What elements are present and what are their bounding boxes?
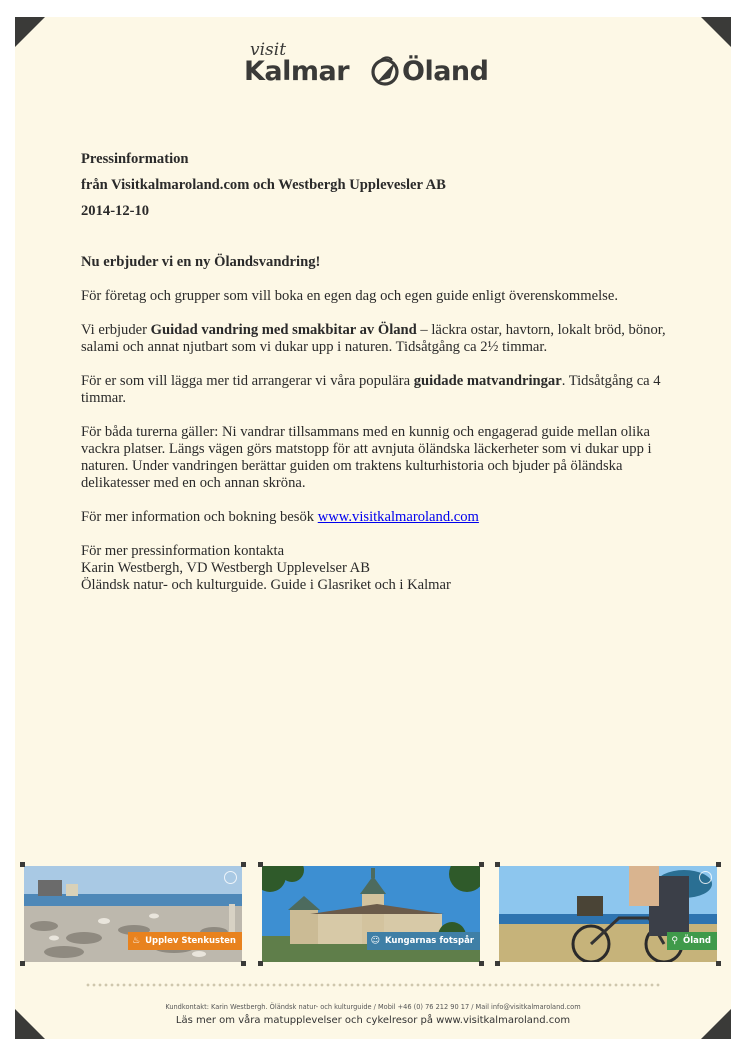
contact-name: Karin Westbergh, VD Westbergh Upplevelser AB (81, 560, 370, 576)
paragraph-1: För företag och grupper som vill boka en egen dag och egen guide enligt överenskommelse. (81, 288, 618, 304)
footer-contact: Kundkontakt: Karin Westbergh. Öländsk natur- och kulturguide / Mobil +46 (0) 76 212 90 17 / Mail info@visitkalmaroland.com (165, 1003, 581, 1011)
visit-kalmar-oland-logo (240, 40, 510, 100)
paragraph-2: Vi erbjuder Guidad vandring med smakbitar av Öland – läckra ostar, havtorn, lokalt bröd, bönor, salami och annat njutbart som vi dukar upp i naturen. Tidsåtgång ca 2½ timmar. (81, 322, 666, 355)
corner-top-left (15, 17, 45, 47)
photo-stenkusten (24, 866, 242, 962)
dotted-divider (85, 983, 661, 987)
photo-oland (499, 866, 717, 962)
paragraph-4: För båda turerna gäller: Ni vandrar tillsammans med en kunnig och engagerad guide mellan olika vackra platser. Längs vägen görs matstopp för att avnjuta öländska läckerheter som vi dukar upp i naturen. Under vandringen berättar guiden om traktens kulturhistoria och bjuder på öländska delikatesser med en och annan skröna. (81, 424, 652, 491)
footer-tagline: Läs mer om våra matupplevelser och cykelresor på www.visitkalmaroland.com (175, 1015, 571, 1026)
photo-kungarnas-fotspar (262, 866, 480, 962)
paragraph-5: För mer information och bokning besök www.visitkalmaroland.com (81, 509, 479, 525)
tag-stenkusten: ♨ Upplev Stenkusten (128, 932, 242, 950)
food-icon: ♨ (132, 936, 141, 946)
logo-kalmar-text: Kalmar (244, 56, 350, 87)
brand-badge-icon (224, 871, 237, 884)
contact-intro: För mer pressinformation kontakta (81, 543, 285, 559)
press-release-body (81, 151, 671, 594)
header-date: 2014-12-10 (81, 203, 150, 219)
photo-strip (24, 866, 724, 966)
paragraph-3: För er som vill lägga mer tid arrangerar vi våra populära guidade matvandringar. Tidsåtgång ca 4 timmar. (81, 373, 661, 406)
tag-oland: ⚲ Öland (667, 932, 717, 950)
headline: Nu erbjuder vi en ny Ölandsvandring! (81, 254, 321, 270)
website-link[interactable]: www.visitkalmaroland.com (317, 509, 479, 525)
corner-top-right (701, 17, 731, 47)
guided-walk-highlight: Guidad vandring med smakbitar av Öland (150, 322, 417, 338)
mask-icon: ☺ (370, 936, 380, 946)
contact-role: Öländsk natur- och kulturguide. Guide i Glasriket och i Kalmar (81, 577, 451, 593)
bike-icon: ⚲ (671, 936, 678, 946)
logo-visit-text: visit (250, 40, 287, 60)
food-walk-highlight: guidade matvandringar (413, 373, 562, 389)
header-title: Pressinformation (81, 151, 189, 167)
tag-kungarnas-fotspar: ☺ Kungarnas fotspår (367, 932, 480, 950)
logo-emblem-icon (368, 54, 402, 88)
brand-badge-icon (699, 871, 712, 884)
logo-oland-text: Öland (402, 56, 489, 87)
header-sender: från Visitkalmaroland.com och Westbergh Upplevesler AB (81, 177, 446, 193)
